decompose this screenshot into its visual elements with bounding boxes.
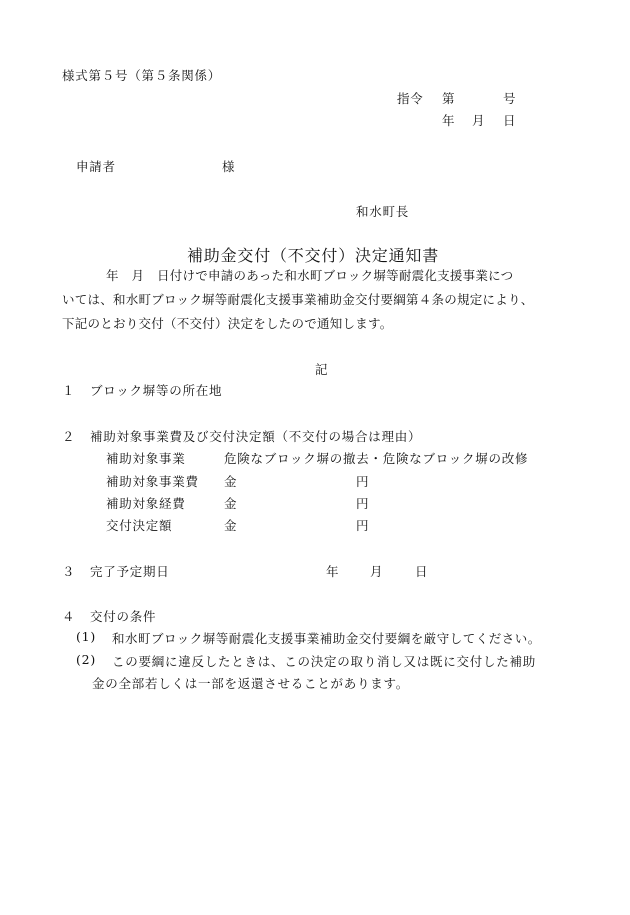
condition2-text: この要綱に違反したときは、この決定の取り消し又は既に交付した補助 [112,654,537,669]
condition2-text-cont: 金の全部若しくは一部を返還させることがあります。 [92,676,410,691]
row-grant-yen: 円 [356,518,370,533]
body-line-2: いては、和水町ブロック塀等耐震化支援事業補助金交付要綱第４条の規定により、 [62,292,534,307]
condition1-number: (1) [76,629,96,644]
order-dai: 第 [442,91,456,106]
row-cost-kin: 金 [224,474,238,489]
completion-month: 月 [370,564,384,579]
row-expense-kin: 金 [224,496,238,511]
section3-label: 完了予定期日 [90,564,170,579]
document-title: 補助金交付（不交付）決定通知書 [187,246,440,265]
body-line-1: 年 月 日付けで申請のあった和水町ブロック塀等耐震化支援事業につ [106,268,514,283]
row-grant-kin: 金 [224,518,238,533]
row-project-label: 補助対象事業 [106,451,186,466]
ki-label: 記 [315,362,329,377]
body-paragraph [62,264,602,336]
date-day: 日 [503,113,517,128]
order-label: 指令 [397,91,424,106]
row-grant-label: 交付決定額 [106,518,173,533]
row-expense-label: 補助対象経費 [106,496,186,511]
row-project-value: 危険なブロック塀の撤去・危険なブロック塀の改修 [224,451,529,466]
section2-number: ２ [62,429,76,444]
date-month: 月 [472,113,486,128]
honorific: 様 [222,159,236,174]
section1-number: １ [62,383,76,398]
body-line-3: 下記のとおり交付（不交付）決定をしたので通知します。 [62,316,393,331]
section4-label: 交付の条件 [90,609,157,624]
section3-number: ３ [62,564,76,579]
row-cost-label: 補助対象事業費 [106,474,199,489]
row-expense-yen: 円 [356,496,370,511]
form-number: 様式第５号（第５条関係） [62,68,222,83]
completion-year: 年 [326,564,340,579]
row-cost-yen: 円 [356,474,370,489]
section1-label: ブロック塀等の所在地 [90,383,223,398]
section2-label: 補助対象事業費及び交付決定額（不交付の場合は理由） [90,429,422,444]
sender: 和水町長 [356,204,410,219]
condition1-text: 和水町ブロック塀等耐震化支援事業補助金交付要綱を厳守してください。 [112,631,541,646]
section4-number: ４ [62,609,76,624]
date-year: 年 [442,113,456,128]
applicant-label: 申請者 [76,159,116,174]
condition2-number: (2) [76,652,96,667]
completion-day: 日 [415,564,429,579]
order-go: 号 [503,91,517,106]
